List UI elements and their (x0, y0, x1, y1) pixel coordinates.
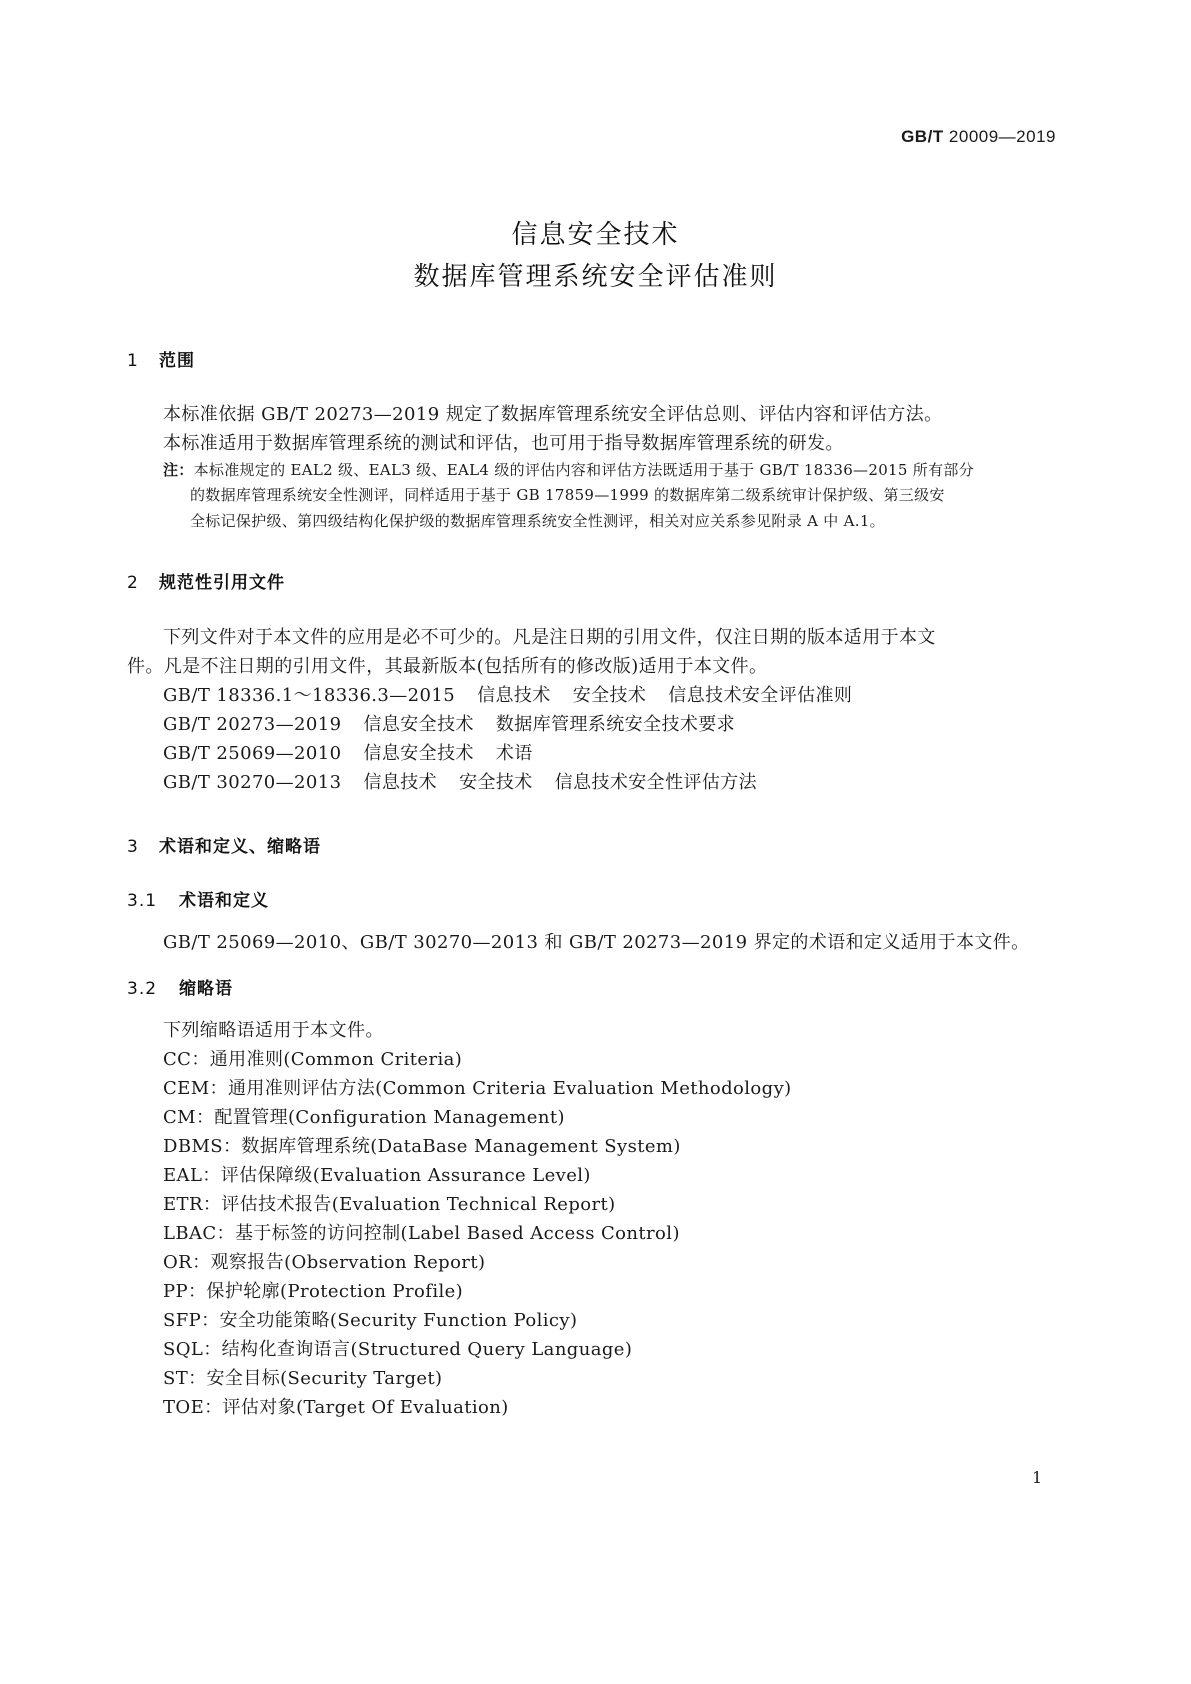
note-line: 全标记保护级、第四级结构化保护级的数据库管理系统安全性测评，相关对应关系参见附录 A 中 A.1。 (190, 512, 885, 530)
reference-title-part: 信息技术安全性评估方法 (554, 772, 758, 793)
reference-title-part: 信息技术 (477, 685, 551, 706)
abbreviation-item: SQL：结构化查询语言(Structured Query Language) (163, 1339, 633, 1360)
section-number: 1 (127, 351, 139, 371)
subsection-3-2-heading (127, 974, 233, 999)
reference-title-part: 术语 (495, 743, 533, 764)
section-2-heading (127, 568, 285, 593)
paragraph: GB/T 25069—2010、GB/T 30270—2013 和 GB/T 20273—2019 界定的术语和定义适用于本文件。 (163, 932, 1030, 953)
normative-reference (163, 710, 735, 739)
subsection-title: 缩略语 (179, 979, 233, 999)
reference-code: GB/T 25069—2010 (163, 743, 342, 764)
note-line (163, 458, 974, 483)
standard-code: 20009—2019 (948, 127, 1056, 146)
reference-title-part: 信息安全技术 (363, 714, 474, 735)
reference-title-part: 数据库管理系统安全技术要求 (495, 714, 736, 735)
abbreviation-item: LBAC：基于标签的访问控制(Label Based Access Control) (163, 1223, 680, 1244)
abbreviation-item: ETR：评估技术报告(Evaluation Technical Report) (163, 1194, 616, 1215)
note-text: 本标准规定的 EAL2 级、EAL3 级、EAL4 级的评估内容和评估方法既适用于基于 GB/T 18336—2015 所有部分 (193, 461, 975, 479)
reference-title-part: 安全技术 (459, 772, 533, 793)
reference-code: GB/T 18336.1～18336.3—2015 (163, 685, 456, 706)
paragraph: 本标准依据 GB/T 20273—2019 规定了数据库管理系统安全评估总则、评估内容和评估方法。 (163, 404, 943, 425)
subsection-number: 3.2 (127, 979, 158, 999)
standard-number (901, 127, 1056, 147)
normative-reference (163, 739, 533, 768)
abbreviation-item: CC：通用准则(Common Criteria) (163, 1049, 463, 1070)
section-1-heading (127, 346, 195, 371)
normative-reference (163, 681, 852, 710)
reference-title-part: 信息技术 (363, 772, 438, 793)
reference-code: GB/T 20273—2019 (163, 714, 342, 735)
section-number: 3 (127, 837, 139, 857)
abbreviation-item: PP：保护轮廓(Protection Profile) (163, 1281, 464, 1302)
section-number: 2 (127, 573, 139, 593)
reference-code: GB/T 30270—2013 (163, 772, 342, 793)
abbreviation-item: ST：安全目标(Security Target) (163, 1368, 443, 1389)
standard-prefix: GB/T (901, 127, 944, 146)
abbreviation-item: CM：配置管理(Configuration Management) (163, 1107, 565, 1128)
abbreviation-item: EAL：评估保障级(Evaluation Assurance Level) (163, 1165, 591, 1186)
section-title: 范围 (159, 351, 195, 371)
note-line: 的数据库管理系统安全性测评，同样适用于基于 GB 17859—1999 的数据库第二级系统审计保护级、第三级安 (190, 486, 945, 504)
reference-title-part: 信息安全技术 (363, 743, 474, 764)
subsection-number: 3.1 (127, 891, 158, 911)
section-title: 术语和定义、缩略语 (159, 837, 321, 857)
abbreviation-item: TOE：评估对象(Target Of Evaluation) (163, 1397, 509, 1418)
paragraph: 本标准适用于数据库管理系统的测试和评估，也可用于指导数据库管理系统的研发。 (163, 433, 844, 454)
title-line-2: 数据库管理系统安全评估准则 (413, 262, 778, 292)
paragraph: 件。凡是不注日期的引用文件，其最新版本(包括所有的修改版)适用于本文件。 (127, 656, 768, 677)
paragraph: 下列文件对于本文件的应用是必不可少的。凡是注日期的引用文件，仅注日期的版本适用于本文 (163, 627, 936, 648)
abbreviation-item: CEM：通用准则评估方法(Common Criteria Evaluation Methodology) (163, 1078, 792, 1099)
reference-title-part: 信息技术安全评估准则 (668, 685, 853, 706)
title-line-1: 信息安全技术 (511, 220, 680, 250)
section-title: 规范性引用文件 (159, 573, 285, 593)
abbreviation-item: DBMS：数据库管理系统(DataBase Management System) (163, 1136, 681, 1157)
normative-reference (163, 768, 757, 797)
note-label: 注： (163, 461, 194, 479)
subsection-3-1-heading (127, 886, 269, 911)
reference-title-part: 安全技术 (572, 685, 647, 706)
abbreviation-item: SFP：安全功能策略(Security Function Policy) (163, 1310, 578, 1331)
section-3-heading (127, 832, 321, 857)
page-number: 1 (1032, 1468, 1043, 1487)
paragraph: 下列缩略语适用于本文件。 (163, 1020, 384, 1041)
abbreviation-item: OR：观察报告(Observation Report) (163, 1252, 486, 1273)
subsection-title: 术语和定义 (179, 891, 269, 911)
